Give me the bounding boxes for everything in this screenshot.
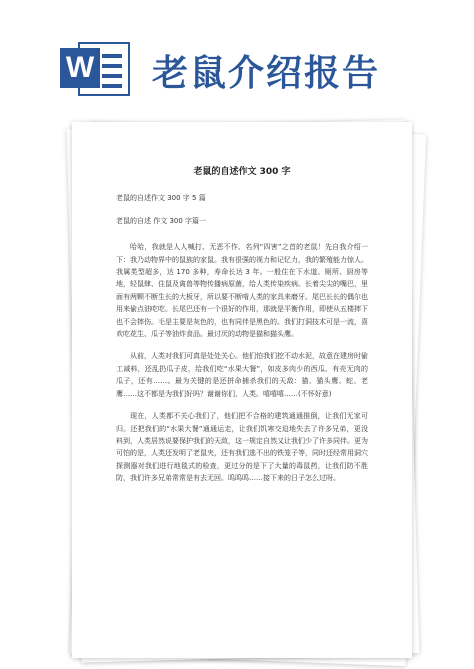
header-banner — [0, 0, 474, 110]
document-page — [72, 122, 412, 658]
paragraph: 哈哈，我就是人人喊打、无恶不作、名列“四害”之首的老鼠！先自我介绍一下：我乃动物界中的鼠族的家鼠。我有很强的视力和记忆力，我的繁殖能力惊人。我属类型超多，达 170 多种，寿命长达 3 年。一般住在下水道、厕所、厨房等地，轻鼠肆、住鼠及禽兽等物传播病原菌，给人类传染疾病。长着尖尖的嘴巴，里面有两颗不断生长的大板牙，所以要不断啃人类的家具来磨牙。尾巴长长的偶尔也用来偷点油吃吃。长尾巴还有一个很好的作用，那就是平衡作用，即使从五楼摔下也不会摔伤。毛是主要是灰色的，也有同伴是黑色的。我们打洞技术可是一流，喜欢吃花生、瓜子等油炸食品。最讨厌的动物是猫和猫头鹰。 — [116, 243, 368, 339]
page-title: 老鼠介绍报告 — [152, 53, 381, 94]
document-preview — [64, 118, 420, 663]
paragraph: 现在，人类都不关心我们了，他们把不合格的建筑通通推倒，让我们无家可归。还把我们的“水果大餐”通通运走，让我们饥寒交迫地失去了许多兄弟，更没料到，人类居然说要保护我们的天敌，这一规定自然又让我们少了许多同伴。更为可怕的是，人类还发明了老鼠夹，还有我们逃不出的铁笼子等，同时还经常用洞穴探测器对我们进行地毯式的检查，更过分的是下了大量的毒鼠药，让我们防不胜防，我们许多兄弟常常是有去无回。呜呜呜……接下来的日子怎么过呀。 — [116, 412, 368, 483]
document-subtitle: 老鼠的自述作文 300 字 5 篇 — [116, 194, 206, 203]
document-title: 老鼠的自述作文 300 字 — [193, 167, 291, 177]
paragraph: 从前，人类对我们可真是处处关心。他们怕我们挖不动水泥，故意在建房时偷工减料，还乱扔瓜子皮，给我们吃“水果大餐”，如皮多肉少的西瓜、有壳无肉的瓜子，还有……。最为关键的是还拼命捕杀我们的天敌：猫、猫头鹰、蛇、老鹰……这不都是为我们好吗？谢谢你们，人类。嘻嘻嘻……(不怀好意) — [116, 352, 368, 398]
word-document-icon — [60, 40, 130, 98]
document-section-heading: 老鼠的自述 作文 300 字篇一 — [116, 216, 207, 225]
document-body — [116, 166, 368, 495]
word-logo-badge: W — [60, 48, 100, 88]
